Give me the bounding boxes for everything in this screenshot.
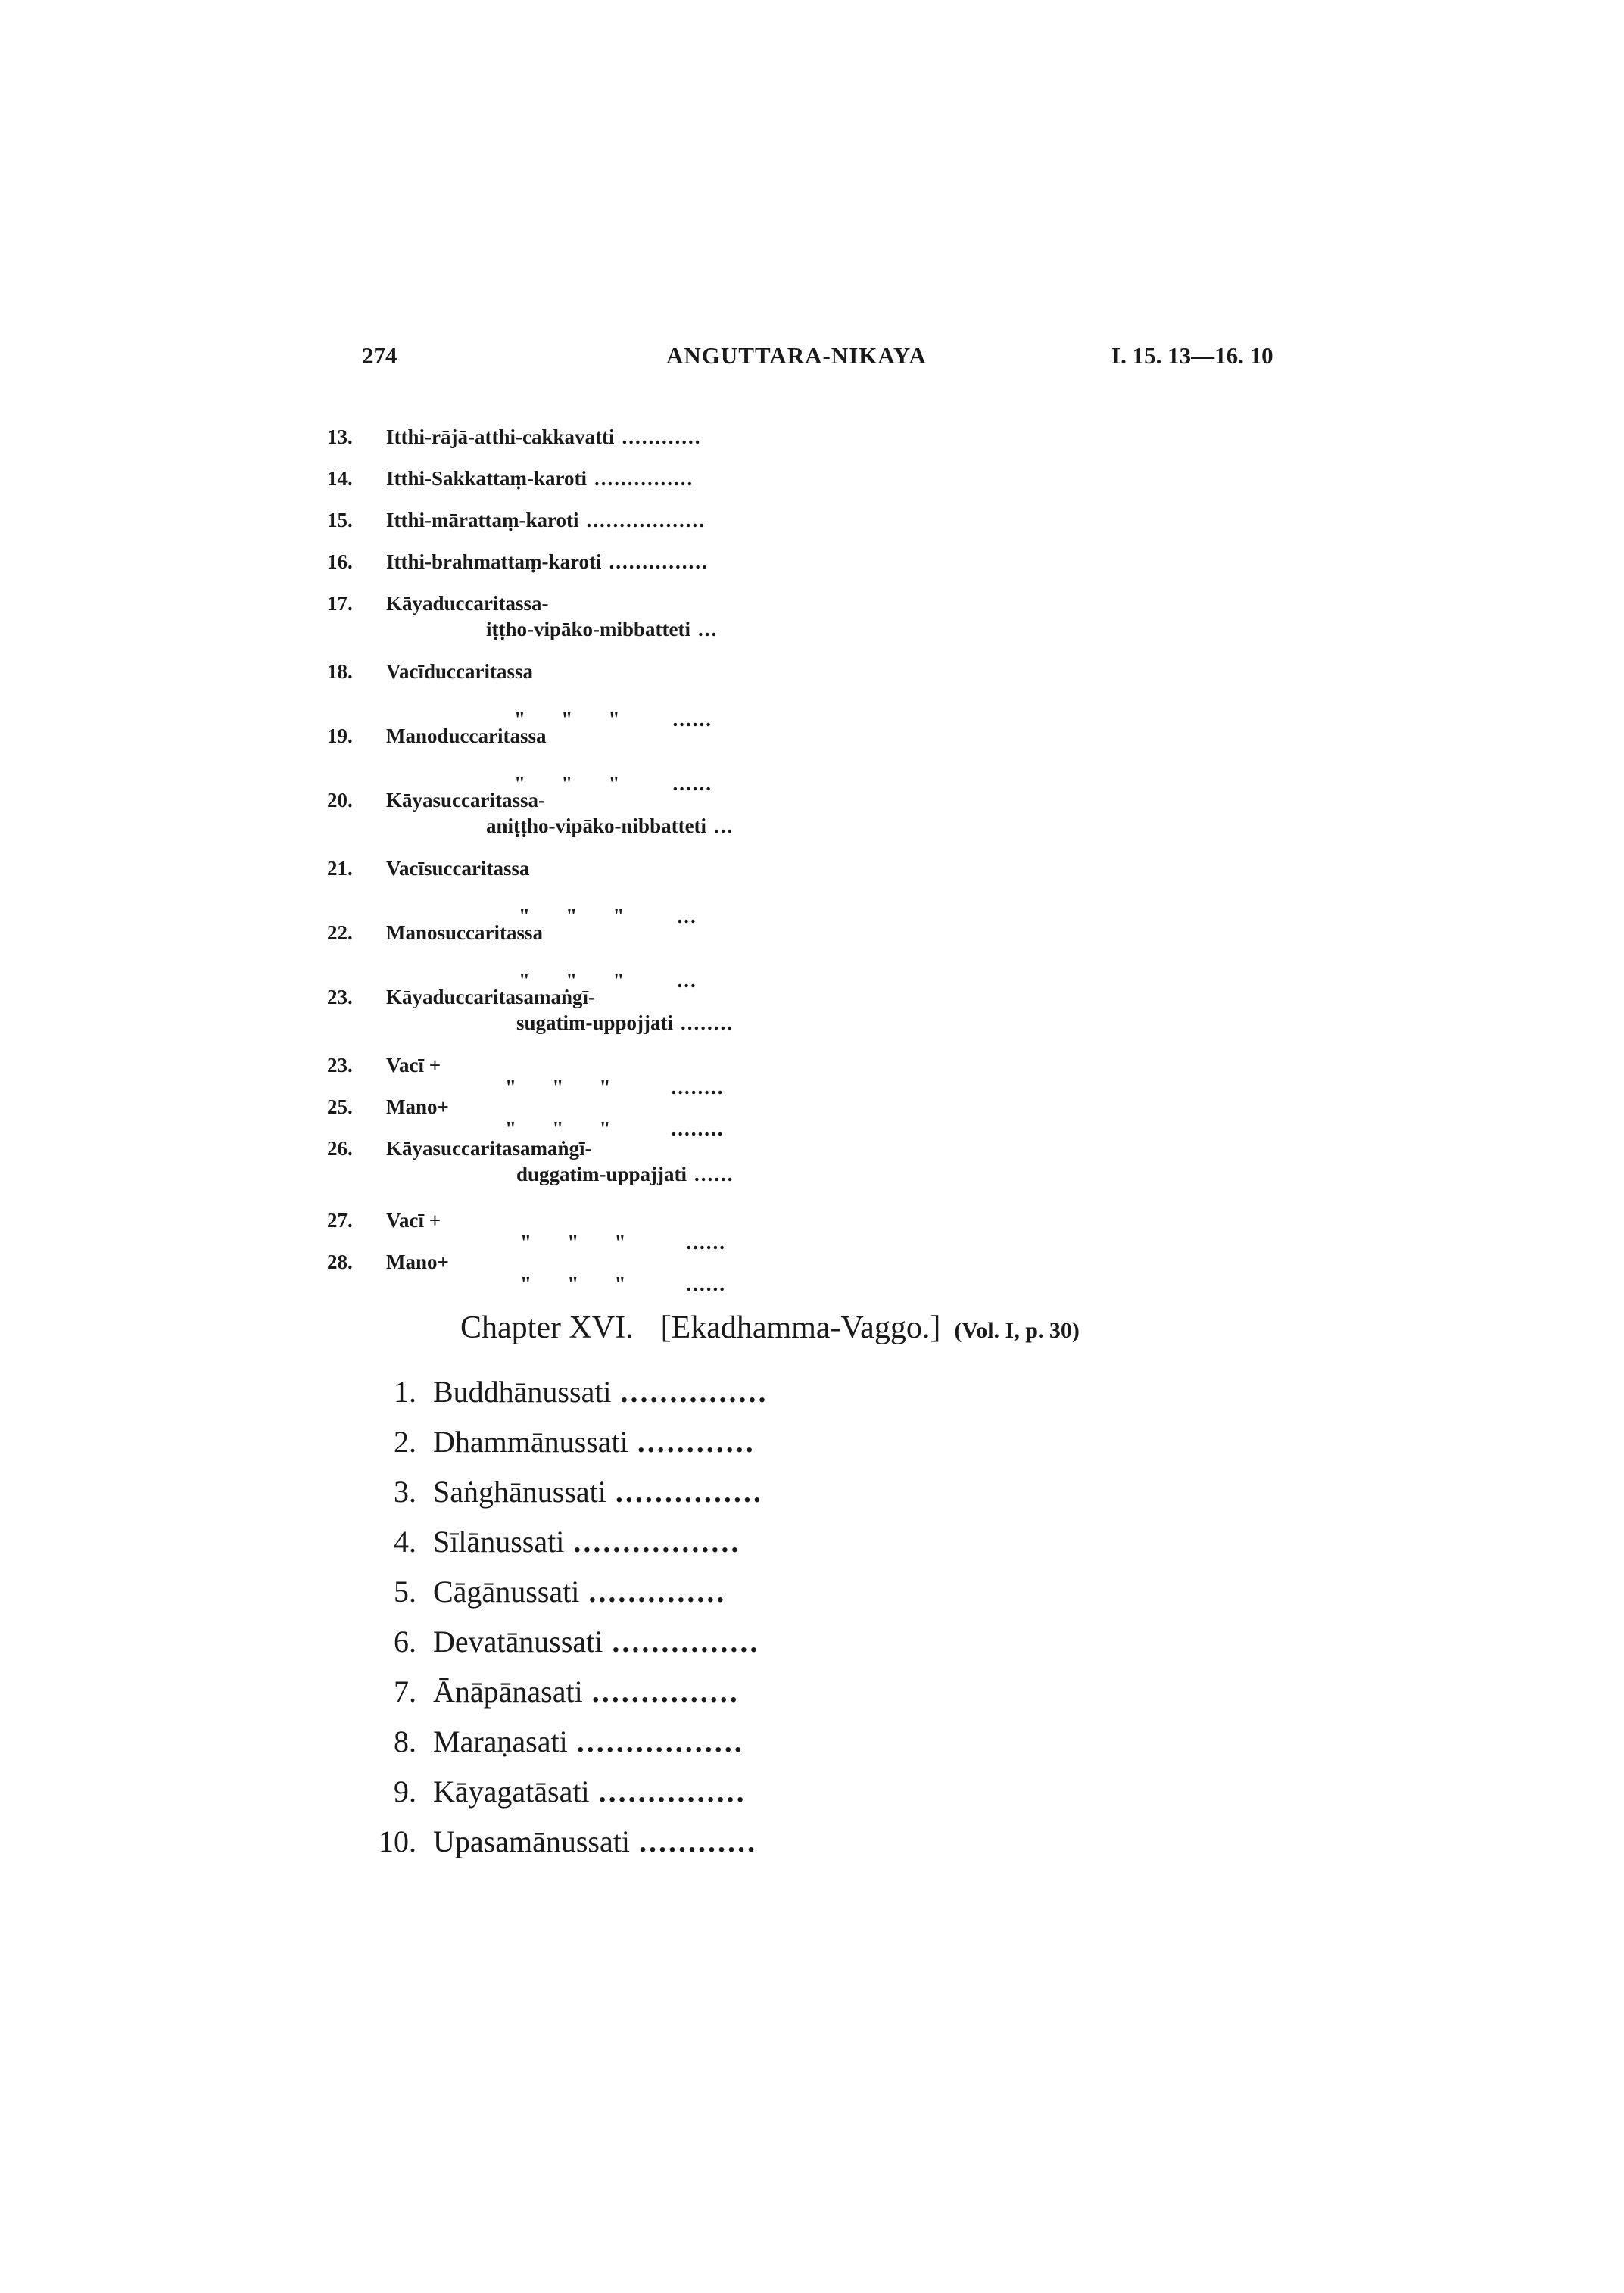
leader-dots: ...... [686,1273,726,1295]
item-continuation [327,616,718,642]
ditto-marks: " " " [520,1273,626,1295]
chapter-list-item [356,1474,763,1509]
item-text: Buddhānussati [433,1375,612,1409]
chapter-list-item [356,1774,747,1809]
item-continuation [327,1010,734,1036]
item-subtext: iṭṭho-vipāko-mibbatteti [486,618,690,640]
item-text: Itthi-rājā-atthi-cakkavatti [386,425,615,448]
leader-dots: ...... [686,1231,726,1254]
leader-dots: .................. [586,509,706,531]
ditto-marks: " " " [519,905,625,927]
item-text: Maraṇasati [433,1724,568,1759]
ditto-marks: " " " [519,969,625,992]
item-text: Dhammānussati [433,1425,628,1459]
item-text: Upasamānussati [433,1824,630,1858]
chapter-list-item [356,1824,757,1859]
item-subtext: sugatim-uppojjati [516,1011,674,1034]
leader-dots: ............... [612,1625,760,1659]
chapter-subtitle: [Ekadhamma-Vaggo.] [660,1310,941,1345]
leader-dots: ............... [598,1774,747,1809]
item-number: 23. [327,1054,353,1076]
item-text: Vacī + [386,1054,441,1076]
item-number: 9. [394,1774,416,1809]
item-number: 20. [327,789,353,812]
item-text: Itthi-Sakkattaṃ-karoti [386,467,588,490]
item-number: 6. [394,1625,416,1659]
ditto-marks: " " " [505,1076,611,1098]
list-item [327,1136,734,1187]
list-item [327,590,718,642]
item-text: Kāyaduccaritasamaṅgī- [386,986,595,1008]
page-number: 274 [362,342,397,369]
item-number: 1. [394,1375,416,1409]
list-item [327,1094,449,1120]
leader-dots: ........ [681,1011,734,1034]
chapter-list-item [356,1524,740,1559]
leader-dots: ... [677,905,697,927]
leader-dots: .............. [588,1575,727,1609]
list-item [327,507,706,533]
leader-dots: ............... [615,1475,763,1509]
list-item [327,659,533,684]
item-number: 4. [394,1525,416,1559]
item-text: Saṅghānussati [433,1475,606,1509]
chapter-list-item [356,1424,756,1460]
item-text: Kāyasuccaritassa- [386,789,545,812]
item-number: 5. [394,1575,416,1609]
leader-dots: ............... [594,467,694,490]
item-text: Devatānussati [433,1625,603,1659]
leader-dots: ............ [638,1824,757,1858]
item-text: Mano+ [386,1251,449,1273]
list-item [327,1207,441,1233]
leader-dots: ...... [672,708,712,731]
running-title: ANGUTTARA-NIKAYA [666,342,927,369]
ditto-marks: " " " [520,1231,626,1254]
item-continuation [327,1161,734,1187]
list-item [327,920,543,946]
chapter-list-item [356,1624,759,1659]
leader-dots: ............ [622,425,702,448]
leader-dots: ........ [671,1076,725,1098]
leader-dots: ... [698,618,718,640]
item-number: 15. [327,509,353,531]
item-number: 2. [394,1425,416,1459]
item-number: 28. [327,1251,353,1273]
item-text: Kāyasuccaritasamaṅgī- [386,1137,592,1160]
section-reference: I. 15. 13—16. 10 [1111,342,1273,369]
item-continuation [327,813,734,839]
leader-dots: ... [714,815,734,837]
item-text: Itthi-mārattaṃ-karoti [386,509,579,531]
item-subtext: duggatim-uppajjati [516,1163,687,1185]
leader-dots: ............... [609,550,709,573]
item-number: 27. [327,1209,353,1232]
item-number: 16. [327,550,353,573]
item-number: 18. [327,660,353,683]
item-subtext: aniṭṭho-vipāko-nibbatteti [486,815,707,837]
chapter-title: Chapter XVI. [460,1310,634,1345]
item-text: Ānāpānasati [433,1675,583,1709]
leader-dots: ................. [573,1525,741,1559]
item-number: 23. [327,986,353,1008]
item-number: 22. [327,921,353,944]
item-number: 8. [394,1724,416,1759]
item-number: 7. [394,1675,416,1709]
list-item [327,1249,449,1275]
item-text: Sīlānussati [433,1525,565,1559]
ditto-marks: " " " [514,772,620,795]
chapter-list-item [356,1374,768,1410]
leader-dots: ............ [637,1425,756,1459]
item-text: Vacīsuccaritassa [386,857,530,880]
list-item [327,466,694,491]
chapter-list-item [356,1574,726,1609]
leader-dots: ........ [671,1117,725,1140]
item-number: 17. [327,592,353,615]
chapter-list-item [356,1674,740,1709]
list-item [327,855,530,881]
list-item [327,984,734,1036]
item-text: Vacī + [386,1209,441,1232]
item-number: 10. [379,1824,416,1858]
item-text: Kāyaduccaritassa- [386,592,549,615]
item-text: Mano+ [386,1095,449,1118]
chapter-heading [460,1310,1080,1346]
item-text: Itthi-brahmattaṃ-karoti [386,550,602,573]
ditto-marks: " " " [514,708,620,731]
item-text: Vacīduccaritassa [386,660,533,683]
item-number: 14. [327,467,353,490]
item-text: Kāyagatāsati [433,1774,590,1809]
leader-dots: ............... [620,1375,768,1409]
leader-dots: ...... [672,772,712,795]
item-text: Cāgānussati [433,1575,580,1609]
item-number: 21. [327,857,353,880]
item-text: Manosuccaritassa [386,921,543,944]
volume-reference: (Vol. I, p. 30) [954,1318,1080,1343]
list-item [327,549,709,575]
leader-dots: ................. [576,1724,744,1759]
item-number: 25. [327,1095,353,1118]
chapter-list-item [356,1724,744,1759]
item-number: 13. [327,425,353,448]
item-text: Manoduccaritassa [386,724,547,747]
list-item [327,723,547,749]
ditto-marks: " " " [505,1117,611,1140]
item-number: 19. [327,724,353,747]
list-item [327,787,734,839]
item-number: 26. [327,1137,353,1160]
item-number: 3. [394,1475,416,1509]
list-item [327,424,701,450]
leader-dots: ...... [694,1163,734,1185]
leader-dots: ... [677,969,697,992]
leader-dots: ............... [591,1675,740,1709]
list-item [327,1052,441,1078]
